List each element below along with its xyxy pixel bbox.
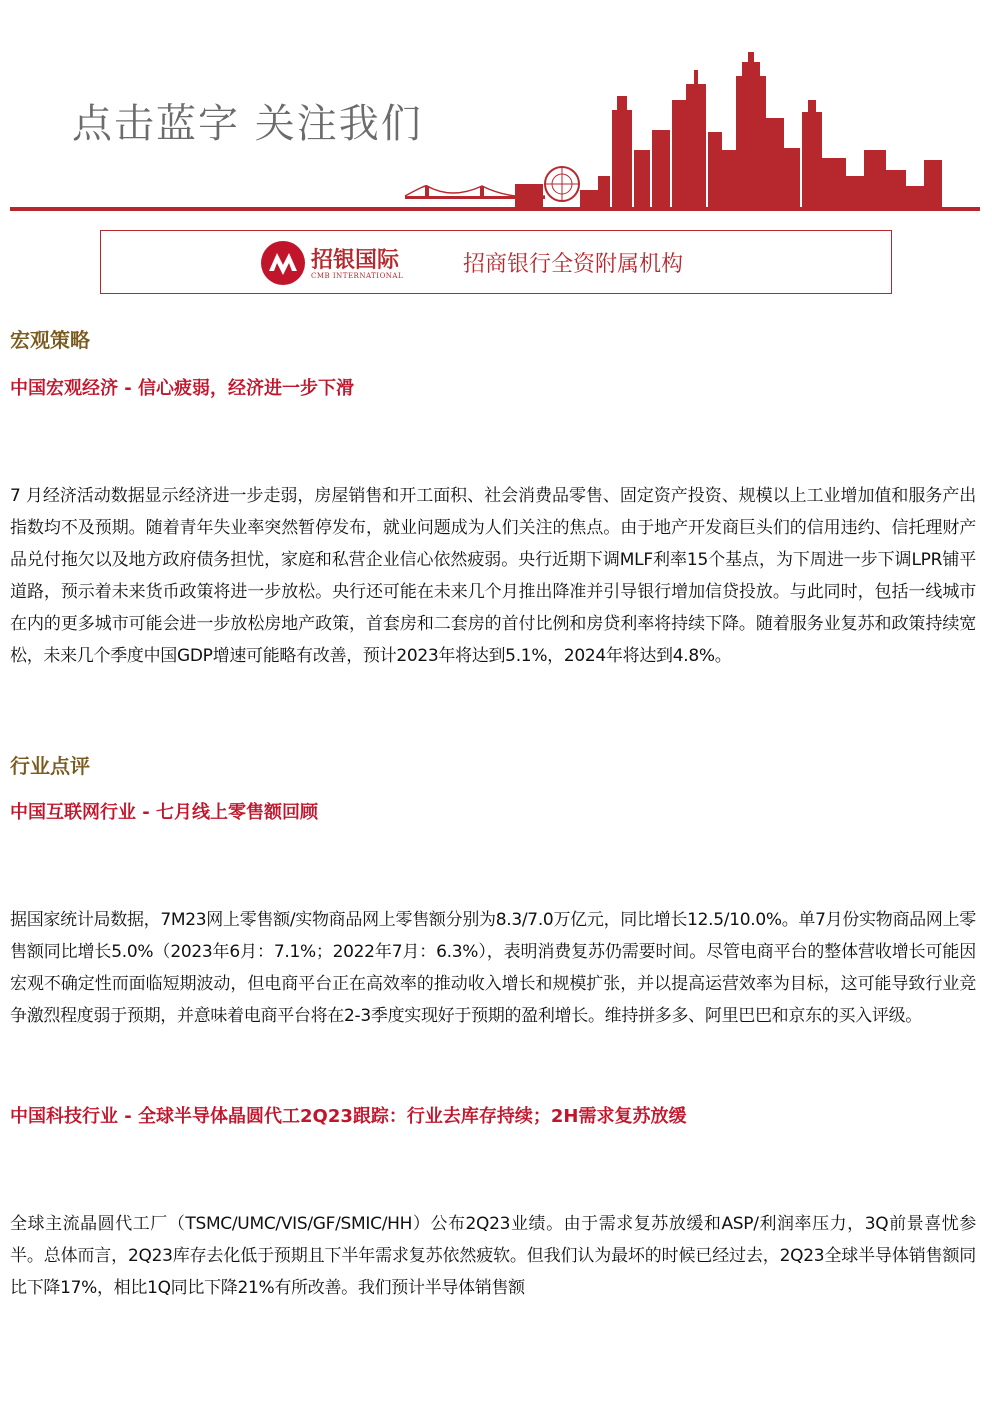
page-header bbox=[0, 0, 992, 215]
brand-name-cn: 招银国际 bbox=[311, 247, 400, 273]
brand-name-en: CMB INTERNATIONAL bbox=[311, 272, 404, 280]
article-title-semiconductor[interactable]: 中国科技行业 - 全球半导体晶圆代工2Q23跟踪：行业去库存持续；2H需求复苏放缓 bbox=[10, 1106, 687, 1127]
banner-slogan: 招商银行全资附属机构 bbox=[463, 252, 684, 277]
cmbi-logo-icon bbox=[259, 239, 307, 287]
city-skyline-illustration bbox=[0, 0, 992, 215]
article-body-internet: 据国家统计局数据，7M23网上零售额/实物商品网上零售额分别为8.3/7.0万亿元，同比增长12.5/10.0%。单7月份实物商品网上零售额同比增长5.0%（2023年6月：7.1%；2022年7月：6.3%），表明消费复苏仍需要时间。尽管电商平台的整体营收增长可能因宏观不确定性而面临短期波动，但电商平台正在高效率的推动收入增长和规模扩张，并以提高运营效率为目标，这可能导致行业竞争激烈程度弱于预期，并意味着电商平台将在2-3季度实现好于预期的盈利增长。维持拼多多、阿里巴巴和京东的买入评级。 bbox=[10, 910, 976, 1026]
article-title-macro[interactable]: 中国宏观经济 - 信心疲弱，经济进一步下滑 bbox=[10, 378, 355, 399]
article-body-semiconductor: 全球主流晶圆代工厂（TSMC/UMC/VIS/GF/SMIC/HH）公布2Q23业绩。由于需求复苏放缓和ASP/利润率压力，3Q前景喜忧参半。总体而言，2Q23库存去化低于预期且下半年需求复苏依然疲软。但我们认为最坏的时候已经过去，2Q23全球半导体销售额同比下降17%，相比1Q同比下降21%有所改善。我们预计半导体销售额 bbox=[10, 1214, 976, 1298]
article-title-internet[interactable]: 中国互联网行业 - 七月线上零售额回顾 bbox=[10, 802, 319, 823]
article-body-macro: 7 月经济活动数据显示经济进一步走弱，房屋销售和开工面积、社会消费品零售、固定资产投资、规模以上工业增加值和服务产出指数均不及预期。随着青年失业率突然暂停发布，就业问题成为人们关注的焦点。由于地产开发商巨头们的信用违约、信托理财产品兑付拖欠以及地方政府债务担忧，家庭和私营企业信心依然疲弱。央行近期下调MLF利率15个基点，为下周进一步下调LPR铺平道路，预示着未来货币政策将进一步放松。央行还可能在未来几个月推出降准并引导银行增加信贷投放。与此同时，包括一线城市在内的更多城市可能会进一步放松房地产政策，首套房和二套房的首付比例和房贷利率将持续下降。随着服务业复苏和政策持续宽松，未来几个季度中国GDP增速可能略有改善，预计2023年将达到5.1%，2024年将达到4.8%。 bbox=[10, 486, 976, 666]
section-heading-macro: 宏观策略 bbox=[10, 328, 90, 352]
section-heading-industry: 行业点评 bbox=[10, 754, 90, 778]
report-content bbox=[10, 320, 976, 1304]
header-title: 点击蓝字 关注我们 bbox=[72, 101, 423, 147]
sponsor-banner bbox=[100, 230, 892, 294]
